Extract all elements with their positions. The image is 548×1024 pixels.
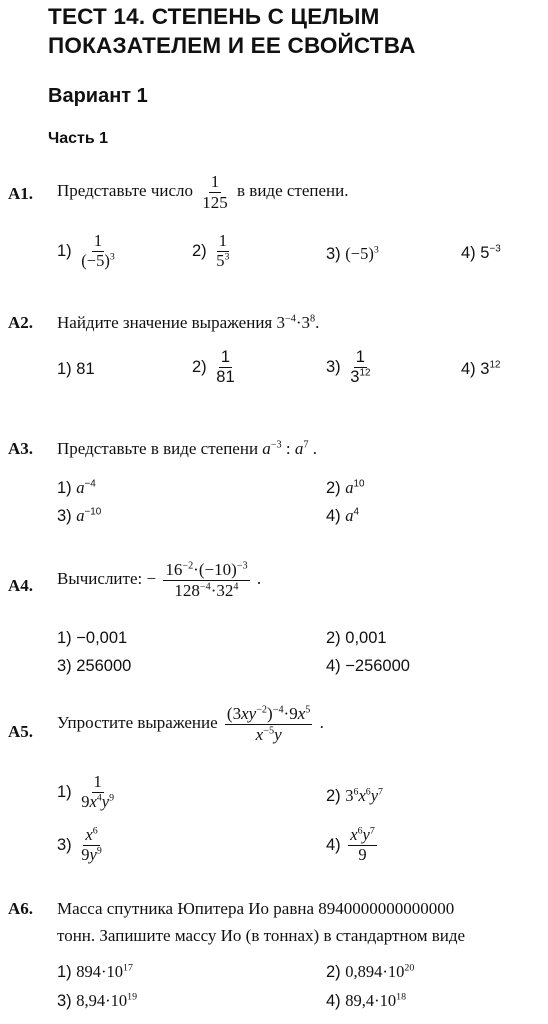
option-a6-4[interactable]: 4) $89,4\cdot 10^{18}$ xyxy=(326,991,407,1010)
option-a3-4[interactable]: 4) $a^4$ xyxy=(326,506,360,525)
question-text-a5: Упростите выражение $\frac{(3xy^{-2})^{-4}\cdot 9x^5}{x^{-5}y}$ . xyxy=(57,704,324,744)
option-a1-3[interactable]: 3) $(-5)^3$ xyxy=(326,244,379,263)
question-number-a6: A6. xyxy=(8,899,34,918)
option-a2-2[interactable]: 2) $\frac{1}{81}$ xyxy=(192,348,235,386)
option-a2-3[interactable]: 3) $\frac{1}{3^{12}}$ xyxy=(326,348,371,386)
question-number-a2: A2. xyxy=(8,313,34,332)
question-text-a4: Вычислите: − $\frac{16^{-2}\cdot(-10)^{-3}}{128^{-4}\cdot 32^4}$ . xyxy=(57,560,262,600)
fraction-a5: $\frac{(3xy^{-2})^{-4}\cdot 9x^5}{x^{-5}y}$ xyxy=(226,704,311,744)
question-text-a2: Найдите значение выражения $3^{-4}\cdot 3^8$. xyxy=(57,313,320,332)
option-a2-4[interactable]: 4) $3^{12}$ xyxy=(461,359,501,378)
page-title xyxy=(48,2,416,60)
part-heading: Часть 1 xyxy=(48,130,109,147)
question-number-a4: A4. xyxy=(8,576,34,595)
option-a5-2[interactable]: 2) $3^6x^6y^7$ xyxy=(326,786,383,805)
question-text-a1: Представьте число $\frac{1}{125}$ в виде степени. xyxy=(57,172,349,212)
option-a4-1[interactable]: 1) −0,001 xyxy=(57,629,128,647)
option-a5-3[interactable]: 3) $\frac{x^6}{9y^9}$ xyxy=(57,825,102,864)
option-a1-2[interactable]: 2) $\frac{1}{5^3}$ xyxy=(192,231,230,270)
variant-heading: Вариант 1 xyxy=(48,85,148,107)
option-a4-3[interactable]: 3) 256000 xyxy=(57,657,132,675)
title-line-2: ПОКАЗАТЕЛЕМ И ЕЕ СВОЙСТВА xyxy=(48,33,416,58)
option-a6-1[interactable]: 1) $894\cdot 10^{17}$ xyxy=(57,962,133,981)
question-number-a1: A1. xyxy=(8,184,34,203)
option-a3-2[interactable]: 2) $a^{10}$ xyxy=(326,478,365,497)
question-number-a5: A5. xyxy=(8,722,34,741)
fraction-1-125: $\frac{1}{125}$ xyxy=(202,172,228,212)
option-a1-4[interactable]: 4) $5^{-3}$ xyxy=(461,243,501,262)
question-number-a3: A3. xyxy=(8,439,34,458)
title-line-1: ТЕСТ 14. СТЕПЕНЬ С ЦЕЛЫМ xyxy=(48,4,380,29)
question-text-a3: Представьте в виде степени $a^{-3}$ : $a^7$ . xyxy=(57,439,317,458)
option-a5-4[interactable]: 4) $\frac{x^6y^7}{9}$ xyxy=(326,825,375,864)
question-text-a6-line1: Масса спутника Юпитера Ио равна 8940000000000000 xyxy=(57,899,455,918)
option-a3-3[interactable]: 3) $a^{-10}$ xyxy=(57,506,102,525)
question-text-a6-line2: тонн. Запишите массу Ио (в тоннах) в стандартном виде xyxy=(57,926,466,945)
option-a2-1[interactable]: 1) 81 xyxy=(57,360,95,378)
option-a3-1[interactable]: 1) $a^{-4}$ xyxy=(57,478,96,497)
option-a4-4[interactable]: 4) −256000 xyxy=(326,657,410,675)
option-a5-1[interactable]: 1) $\frac{1}{9x^4y^9}$ xyxy=(57,772,115,811)
option-a6-2[interactable]: 2) $0,894\cdot 10^{20}$ xyxy=(326,962,415,981)
option-a4-2[interactable]: 2) 0,001 xyxy=(326,629,387,647)
option-a1-1[interactable]: 1) $\frac{1}{(-5)^3}$ xyxy=(57,231,115,270)
option-a6-3[interactable]: 3) $8,94\cdot 10^{19}$ xyxy=(57,991,138,1010)
fraction-a4: $\frac{16^{-2}\cdot(-10)^{-3}}{128^{-4}\cdot 32^4}$ xyxy=(165,560,248,600)
